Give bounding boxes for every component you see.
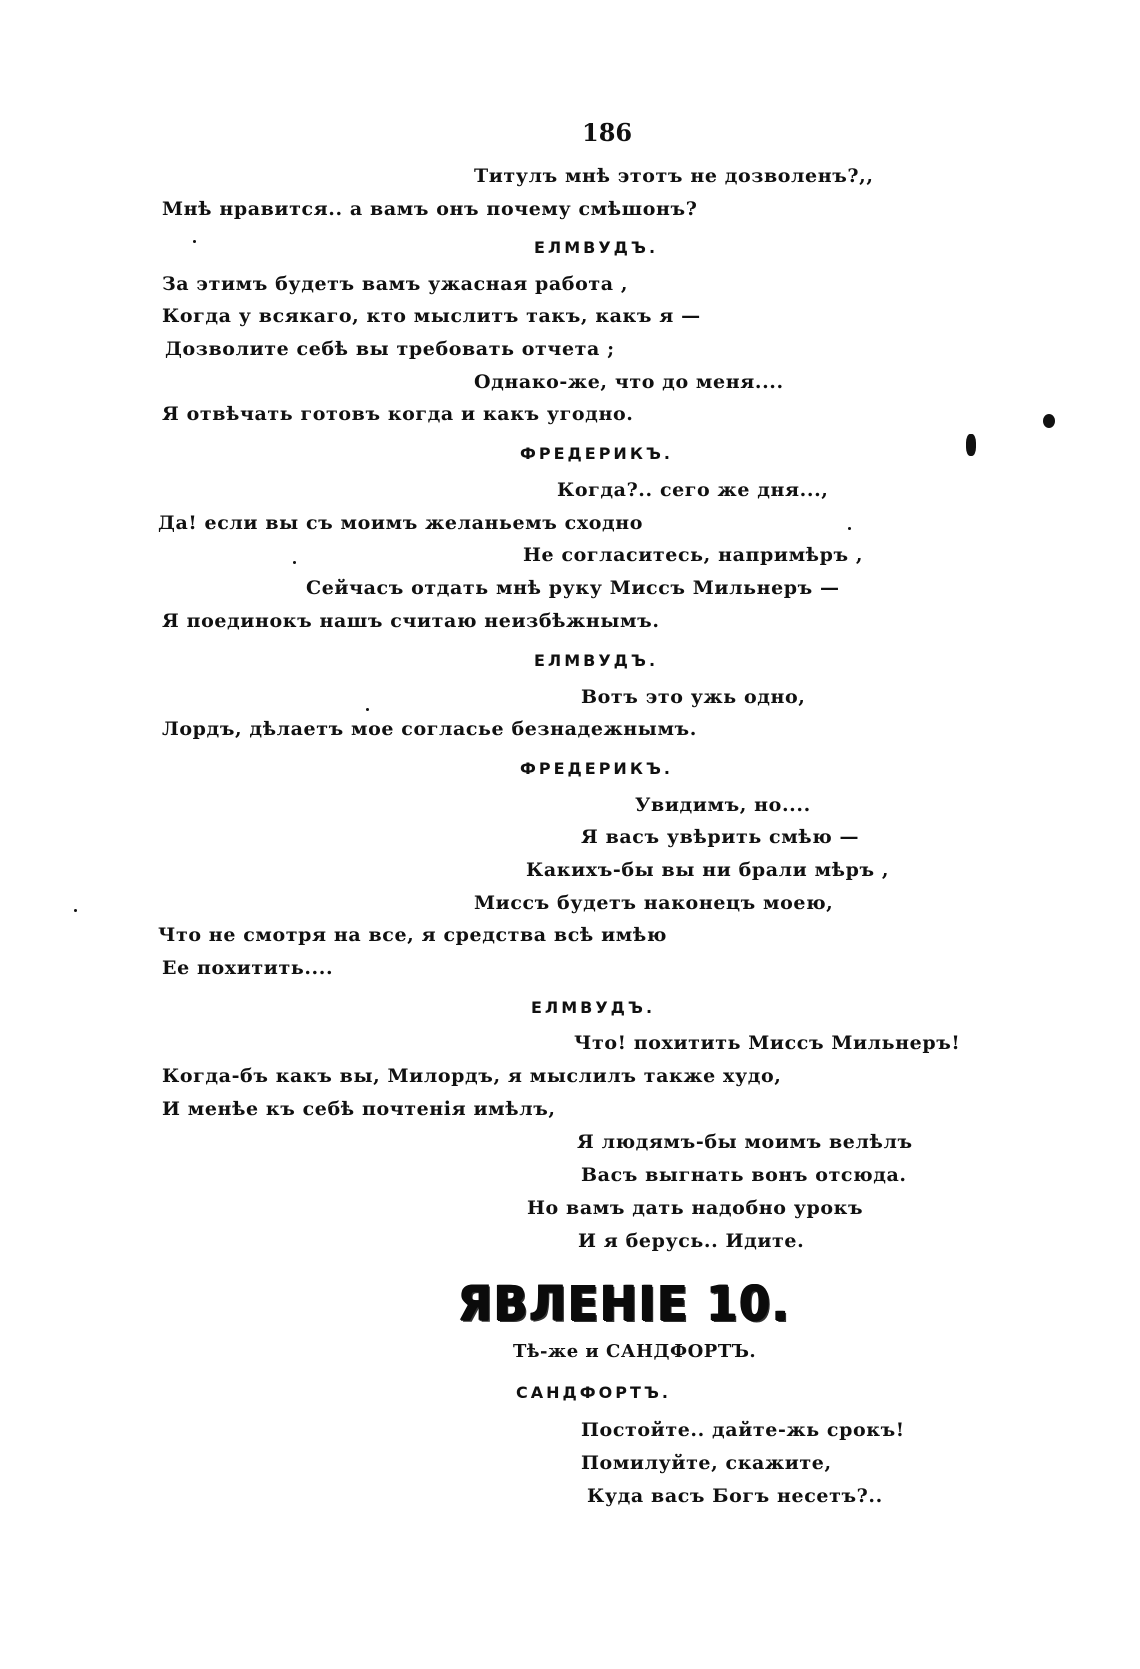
ink-speck: [366, 708, 369, 711]
verse-line: Васъ выгнать вонъ отсюда.: [581, 1164, 907, 1186]
verse-line: За этимъ будетъ вамъ ужасная работа ,: [162, 273, 629, 295]
verse-line: Какихъ-бы вы ни брали мѣръ ,: [526, 859, 890, 881]
verse-line: Да! если вы съ моимъ желаньемъ сходно: [158, 512, 644, 534]
verse-line: Когда?.. сего же дня...,: [557, 479, 829, 501]
verse-line: И я берусь.. Идите.: [578, 1230, 805, 1252]
verse-line: Не согласитесь, напримѣръ ,: [523, 544, 864, 566]
verse-line: Когда-бъ какъ вы, Милордъ, я мыслилъ также худо,: [162, 1065, 782, 1087]
speaker-name: ЕЛМВУДЪ.: [534, 238, 659, 257]
speaker-name: ФРЕДЕРИКЪ.: [520, 759, 674, 778]
verse-line: Что не смотря на все, я средства всѣ имѣю: [158, 924, 667, 946]
verse-line: Миссъ будетъ наконецъ моею,: [474, 892, 834, 914]
verse-line: Помилуйте, скажите,: [581, 1452, 832, 1474]
speaker-name: ЕЛМВУДЪ.: [534, 651, 659, 670]
speaker-name: ЕЛМВУДЪ.: [531, 998, 656, 1017]
verse-line: Когда у всякаго, кто мыслитъ такъ, какъ я —: [162, 305, 701, 327]
verse-line: Дозволите себѣ вы требовать отчета ;: [165, 338, 615, 360]
verse-line: Мнѣ нравится.. а вамъ онъ почему смѣшонъ?: [162, 198, 698, 220]
verse-line: Куда васъ Богъ несетъ?..: [587, 1485, 883, 1507]
verse-line: Сейчасъ отдать мнѣ руку Миссъ Мильнеръ —: [306, 577, 840, 599]
verse-line: Однако-же, что до меня....: [474, 371, 784, 393]
verse-line: Я отвѣчать готовъ когда и какъ угодно.: [162, 403, 634, 425]
verse-line: Что! похитить Миссъ Мильнеръ!: [574, 1032, 961, 1054]
ink-speck: [848, 527, 851, 530]
verse-line: Увидимъ, но....: [635, 794, 811, 816]
verse-line: Постойте.. дайте-жь срокъ!: [581, 1419, 905, 1441]
ink-speck: [74, 909, 77, 912]
verse-line: Ее похитить....: [162, 957, 334, 979]
verse-line: Я людямъ-бы моимъ велѣлъ: [577, 1131, 913, 1153]
ink-speck: [1043, 414, 1055, 428]
verse-line: Но вамъ дать надобно урокъ: [527, 1197, 864, 1219]
verse-line: И менѣе къ себѣ почтенія имѣлъ,: [162, 1098, 556, 1120]
verse-line: Лордъ, дѣлаетъ мое согласье безнадежнымъ.: [162, 718, 697, 740]
verse-line: Титулъ мнѣ этотъ не дозволенъ?,,: [474, 165, 874, 187]
speaker-name: САНДФОРТЪ.: [516, 1383, 671, 1402]
verse-line: Вотъ это ужь одно,: [581, 686, 806, 708]
page-number: 186: [582, 118, 633, 147]
scene-heading: ЯВЛЕНІЕ 10.: [458, 1276, 791, 1333]
ink-speck: [966, 434, 976, 456]
speaker-name: ФРЕДЕРИКЪ.: [520, 444, 674, 463]
ink-speck: [293, 561, 296, 564]
ink-speck: [193, 240, 196, 243]
verse-line: Я васъ увѣрить смѣю —: [581, 826, 860, 848]
verse-line: Я поединокъ нашъ считаю неизбѣжнымъ.: [162, 610, 660, 632]
stage-direction: Тѣ-же и САНДФОРТЪ.: [513, 1341, 757, 1362]
